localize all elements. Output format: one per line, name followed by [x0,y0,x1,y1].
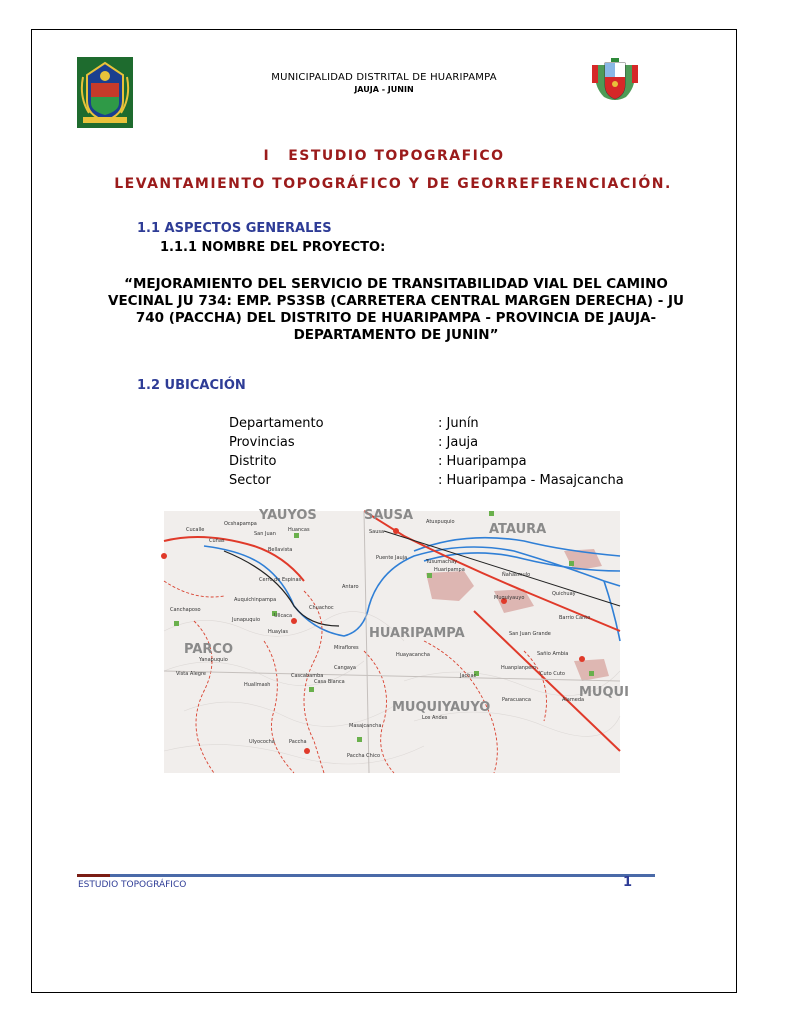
svg-text:Bellavista: Bellavista [268,547,293,553]
svg-text:Paccha: Paccha [289,739,307,745]
location-map-drawing [164,508,629,773]
region-label: MUQUI [579,685,629,700]
municipality-subtitle: JAUJA - JUNIN [354,85,414,94]
svg-text:Antaro: Antaro [342,584,359,590]
svg-text:Jachac: Jachac [460,673,477,679]
location-row [229,414,624,433]
svg-text:Barrio Canto: Barrio Canto [559,615,591,621]
page-number: 1 [623,875,633,890]
location-value: : Jauja [438,435,479,450]
svg-text:Paracuanca: Paracuanca [502,697,531,703]
svg-text:Masajcancha: Masajcancha [349,723,382,729]
location-key: Distrito [229,454,277,469]
svg-text:Los Andes: Los Andes [422,715,448,721]
svg-text:Huaripampa: Huaripampa [434,567,465,573]
chapter-title: ESTUDIO TOPOGRAFICO [288,148,505,164]
svg-text:Muquiyauyo: Muquiyauyo [494,595,525,601]
svg-text:Cangaya: Cangaya [334,665,356,671]
location-key: Provincias [229,435,295,450]
chapter-number: I [263,148,271,164]
location-key: Sector [229,473,271,488]
region-label: MUQUIYAUYO [392,700,491,715]
svg-text:Auquichinpampa: Auquichinpampa [234,597,277,603]
svg-text:San Juan Grande: San Juan Grande [509,631,551,637]
region-label: HUARIPAMPA [369,626,465,641]
location-value: : Huaripampa - Masajcancha [438,473,624,488]
project-name: “MEJORAMIENTO DEL SERVICIO DE TRANSITABILIDAD VIAL DEL CAMINO VECINAL JU 734: EMP. PS3SB (CARRETERA CENTRAL MARGEN DERECHA) - JU 740 (PACCHA) DEL DISTRITO DE HUARIPAMPA - PROVINCIA DE JAUJA- DEPARTAMENTO DE JUNIN” [108,276,684,343]
svg-text:Ñahasmulo: Ñahasmulo [502,572,531,578]
svg-text:Paccha Chico: Paccha Chico [347,753,381,759]
region-label: PARCO [184,642,233,657]
svg-text:Junapuquio: Junapuquio [232,617,261,623]
svg-text:Cucalle: Cucalle [186,527,205,533]
svg-text:Tusumachay: Tusumachay [426,559,458,565]
svg-text:Ulyococha: Ulyococha [249,739,275,745]
region-label: SAUSA [364,508,414,523]
municipality-title: MUNICIPALIDAD DISTRITAL DE HUARIPAMPA [271,72,497,83]
svg-text:Huancas: Huancas [288,527,310,533]
svg-text:Cuñas: Cuñas [209,538,225,544]
svg-text:Miraflores: Miraflores [334,645,359,651]
footer-label: ESTUDIO TOPOGRÁFICO [78,880,187,890]
svg-text:Sausa: Sausa [369,529,385,535]
region-label: ATAURA [489,522,547,537]
svg-text:Huayacancha: Huayacancha [396,652,430,658]
svg-text:Huallmash: Huallmash [244,682,271,688]
location-row [229,452,624,471]
svg-text:Cuto Cuto: Cuto Cuto [540,671,565,677]
svg-text:Alameda: Alameda [562,697,585,703]
section-heading-nombre-proyecto: 1.1.1 NOMBRE DEL PROYECTO: [160,240,386,255]
location-value: : Junín [438,416,479,431]
location-table [229,414,624,490]
svg-text:Sañio Ambia: Sañio Ambia [537,651,569,657]
svg-text:Ullcaca: Ullcaca [274,613,293,619]
svg-text:Puente Jauja: Puente Jauja [376,555,408,561]
section-heading-ubicacion: 1.2 UBICACIÓN [137,378,246,393]
location-row [229,471,624,490]
footer-rule-accent [77,874,110,877]
svg-text:Cerro de Espinas: Cerro de Espinas [259,577,302,583]
chapter-heading [0,148,768,164]
svg-text:Cascabamba: Cascabamba [291,673,324,679]
location-map [164,508,629,773]
svg-text:Ocshapampa: Ocshapampa [224,521,257,527]
chapter-subtitle: LEVANTAMIENTO TOPOGRÁFICO Y DE GEORREFERENCIACIÓN. [114,176,672,192]
svg-text:Chuachoc: Chuachoc [309,605,334,611]
svg-text:Yanapuquio: Yanapuquio [199,657,228,663]
location-key: Departamento [229,416,324,431]
svg-text:Quichuay: Quichuay [552,591,576,597]
location-value: : Huaripampa [438,454,527,469]
region-label: YAUYOS [259,508,317,523]
svg-text:Huaylas: Huaylas [268,629,289,635]
svg-text:Vista Alegre: Vista Alegre [176,671,206,677]
location-row [229,433,624,452]
section-heading-aspectos-generales: 1.1 ASPECTOS GENERALES [137,221,332,236]
svg-text:Casa Blanca: Casa Blanca [314,679,345,685]
svg-text:Canchaposo: Canchaposo [170,607,201,613]
svg-text:Atuxpuquio: Atuxpuquio [426,519,455,525]
svg-text:Huanpianpero: Huanpianpero [501,665,537,671]
footer-rule [110,874,655,877]
svg-text:San Juan: San Juan [254,531,276,537]
